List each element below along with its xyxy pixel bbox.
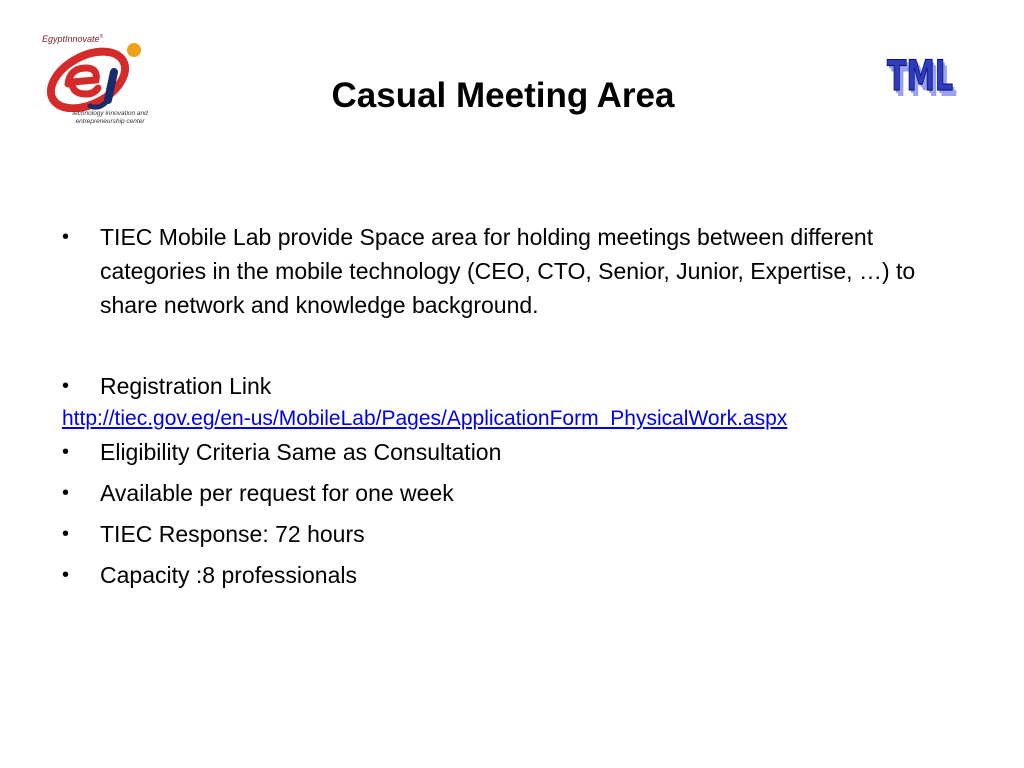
bullet-dot: • (62, 564, 70, 586)
bullet-text: Available per request for one week (100, 480, 454, 506)
tml-logo-shadow-2: TML (889, 54, 955, 103)
tml-logo-shadow: TML (891, 57, 957, 106)
bullet-item (62, 517, 962, 551)
bullet-text: Capacity :8 professionals (100, 562, 357, 588)
bullet-item (62, 558, 962, 592)
logo-brand-text: EgyptInnovate® (42, 34, 104, 44)
registration-link-line (62, 403, 962, 435)
logo-tagline: technology innovation and entrepreneurship center (72, 110, 148, 125)
bullet-text: TIEC Response: 72 hours (100, 521, 365, 547)
bullet-item (62, 369, 962, 403)
bullet-item (62, 435, 962, 469)
bullet-dot: • (62, 441, 70, 463)
registration-link[interactable]: http://tiec.gov.eg/en-us/MobileLab/Pages/ApplicationForm_PhysicalWork.aspx (62, 407, 788, 430)
bullet-text: Registration Link (100, 373, 272, 399)
bullet-dot: • (62, 482, 70, 504)
bullet-text: TIEC Mobile Lab provide Space area for holding meetings between different categories in the mobile technology (CEO, CTO, Senior, Junior, Expertise, …) to share network and knowledge background. (100, 224, 916, 318)
bullet-dot: • (62, 375, 70, 397)
slide-body (62, 220, 962, 592)
bullet-item (62, 476, 962, 510)
bullet-dot: • (62, 523, 70, 545)
tml-logo-text: TML (887, 51, 953, 100)
bullet-item (62, 220, 962, 322)
bullet-text: Eligibility Criteria Same as Consultation (100, 439, 502, 465)
slide-title: Casual Meeting Area (331, 76, 675, 115)
bullet-dot: • (62, 226, 70, 248)
